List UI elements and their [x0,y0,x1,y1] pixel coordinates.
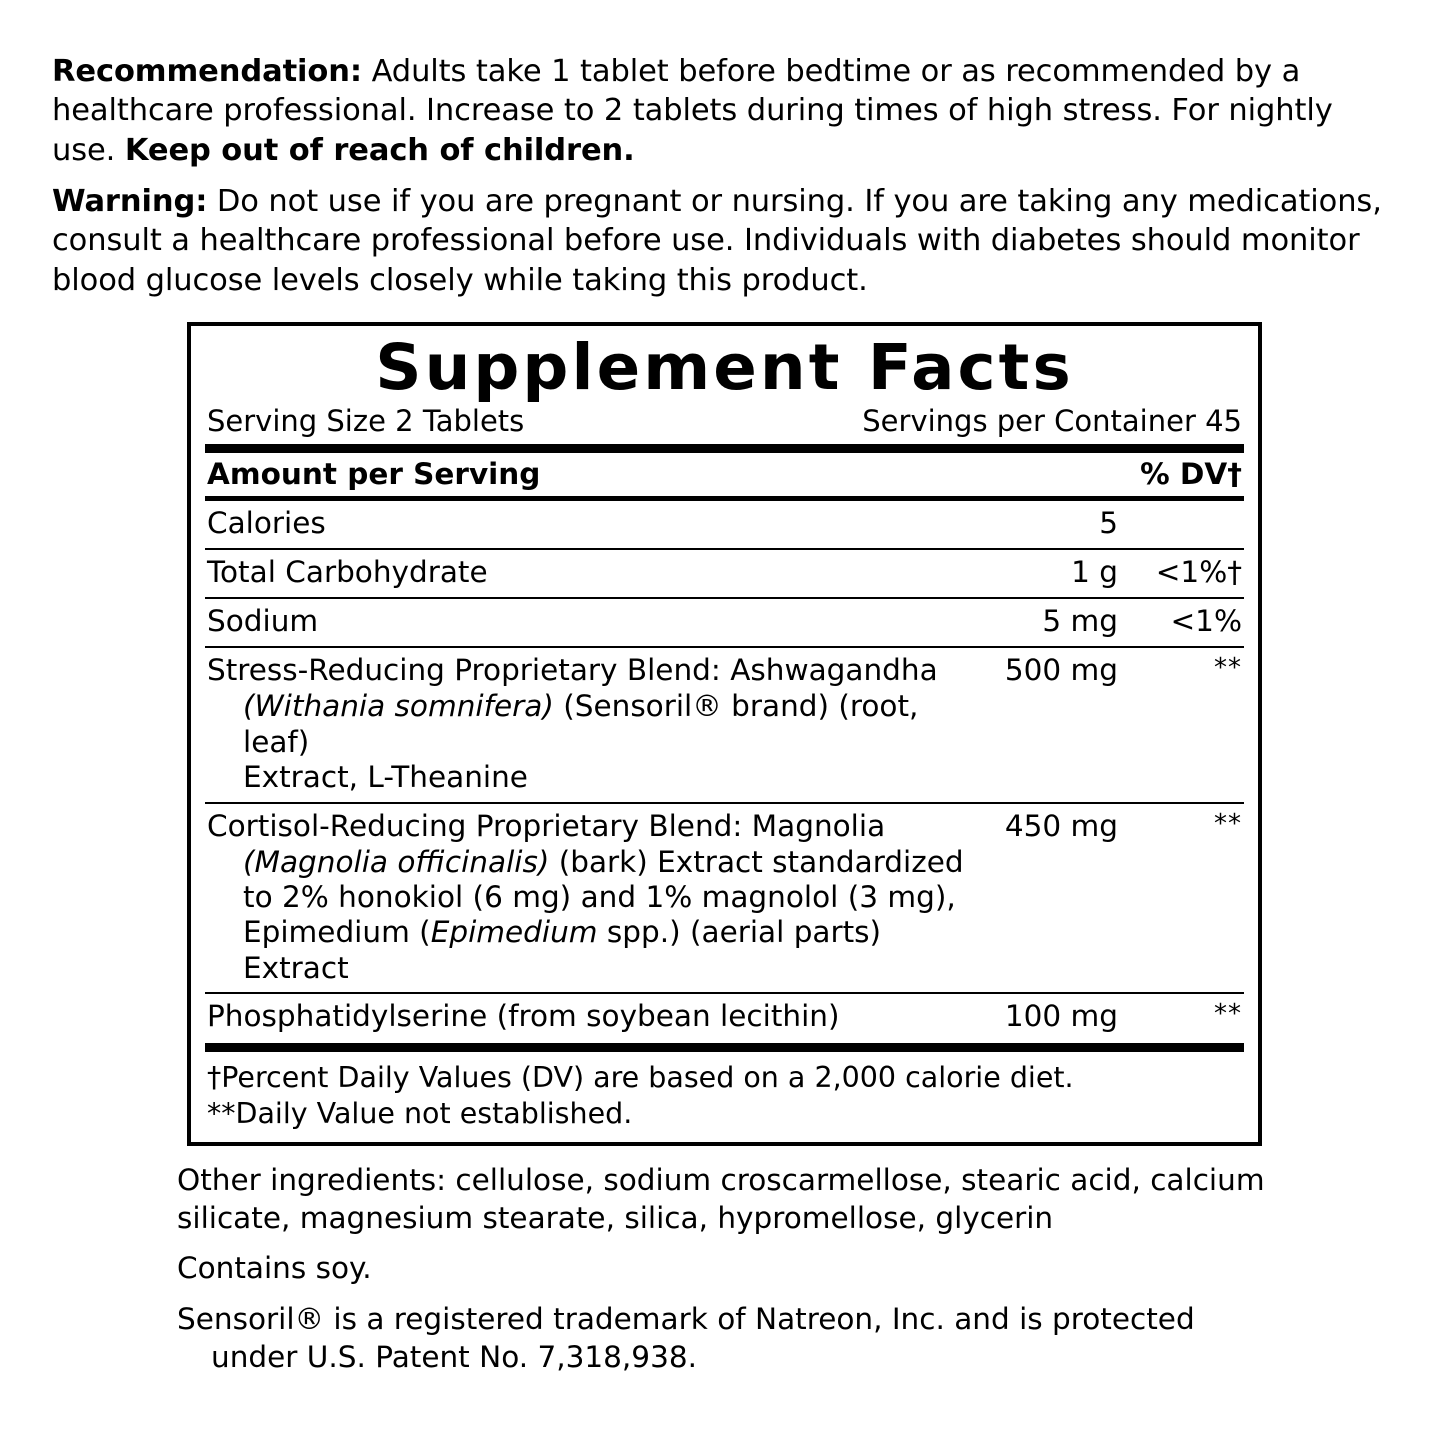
bottom-section [177,1162,1307,1377]
nutrient-dv: <1% [1120,598,1244,647]
blend-stress-latin: (Withania somnifera) [243,689,554,724]
intro-section [52,52,1393,300]
warning-text: Do not use if you are pregnant or nursing. If you are taking any medications, consult a healthcare professional before use. Individuals with diabetes should monitor blood glucose levels closely while taking this product. [52,184,1382,298]
phosphatidylserine-amount: 100 mg [1004,999,1118,1034]
table-row [205,501,1244,549]
divider-thick-bottom [205,1043,1244,1052]
table-row-phosphatidylserine [205,993,1244,1041]
phosphatidylserine-dv-stars: ** [1214,999,1242,1030]
blend-cortisol-line4-a: Epimedium ( [243,915,431,950]
blend-stress-name [205,647,966,802]
recommendation-label: Recommendation: [52,54,362,89]
nutrient-amount: 1 g [966,549,1120,598]
recommendation-paragraph [52,52,1393,170]
blend-cortisol-dv-stars: ** [1214,808,1242,839]
other-ingredients: Other ingredients: cellulose, sodium croscarmellose, stearic acid, calcium silicate, magnesium stearate, silica, hypromellose, glycerin [177,1162,1265,1235]
blend-stress-line3: Extract, L-Theanine [243,760,528,795]
amount-per-serving-row [205,453,1244,496]
blend-cortisol-latin: (Magnolia officinalis) [243,844,550,879]
blend-stress-line2 [207,689,964,760]
table-row-blend-cortisol [205,803,1244,994]
panel-footnotes [205,1052,1244,1132]
nutrients-table [205,501,1244,1041]
blend-cortisol-line3: to 2% honokiol (6 mg) and 1% magnolol (3 mg), [243,879,956,914]
table-row [205,598,1244,647]
nutrient-amount: 5 [966,501,1120,549]
nutrient-dv [1120,501,1244,549]
warning-paragraph [52,182,1393,300]
supplement-facts-title: Supplement Facts [375,331,1074,405]
blend-cortisol-dv [1120,803,1244,994]
phosphatidylserine-name: Phosphatidylserine (from soybean lecithin) [207,999,840,1034]
blend-cortisol-line2-rest: (bark) Extract standardized [549,844,964,879]
nutrient-amount: 5 mg [966,598,1120,647]
blend-cortisol-amount: 450 mg [966,803,1120,994]
blend-cortisol-line2 [207,845,964,880]
amount-per-serving-label: Amount per Serving [207,457,541,492]
blend-stress-line2-rest: (Sensoril® brand) (root, leaf) [243,689,919,759]
contains-statement: Contains soy. [177,1251,372,1286]
footnote-daily-values: †Percent Daily Values (DV) are based on a 2,000 calorie diet. [207,1061,1074,1095]
blend-stress-dv [1120,647,1244,802]
blend-stress-line1: Stress-Reducing Proprietary Blend: Ashwagandha [207,653,938,688]
servings-per-container: Servings per Container 45 [862,404,1242,439]
blend-cortisol-name [205,803,966,994]
trademark-line2: under U.S. Patent No. 7,318,938. [211,1339,697,1374]
nutrient-name: Total Carbohydrate [205,549,966,598]
table-row-blend-stress [205,647,1244,802]
serving-info-row [205,405,1244,442]
phosphatidylserine-dv [1120,993,1244,1041]
blend-stress-amount: 500 mg [966,647,1120,802]
keep-out-of-reach-text: Keep out of reach of children. [124,132,635,168]
nutrient-dv: <1%† [1120,549,1244,598]
trademark-statement [177,1301,1307,1377]
divider-thick-top [205,444,1244,453]
table-row [205,549,1244,598]
warning-label: Warning: [52,184,208,220]
serving-size: Serving Size 2 Tablets [207,404,525,439]
trademark-line1: Sensoril® is a registered trademark of Natreon, Inc. and is protected [177,1302,1195,1337]
blend-stress-dv-stars: ** [1214,653,1242,684]
footnote-dv-not-established: **Daily Value not established. [207,1096,633,1130]
blend-cortisol-line1: Cortisol-Reducing Proprietary Blend: Magnolia [207,808,886,843]
recommendation-text: Adults take 1 tablet before bedtime or as recommended by a healthcare professional. Increase to 2 tablets during times of high stress. For nightly use. [52,54,1333,168]
percent-dv-header: % DV† [1140,457,1242,492]
nutrient-name: Sodium [205,598,966,647]
supplement-facts-panel [187,322,1262,1146]
blend-cortisol-epimedium-latin: Epimedium [430,915,598,950]
blend-cortisol-line4-b: spp.) (aerial parts) Extract [243,915,882,985]
nutrient-name: Calories [205,501,966,549]
blend-cortisol-line4 [207,915,964,986]
